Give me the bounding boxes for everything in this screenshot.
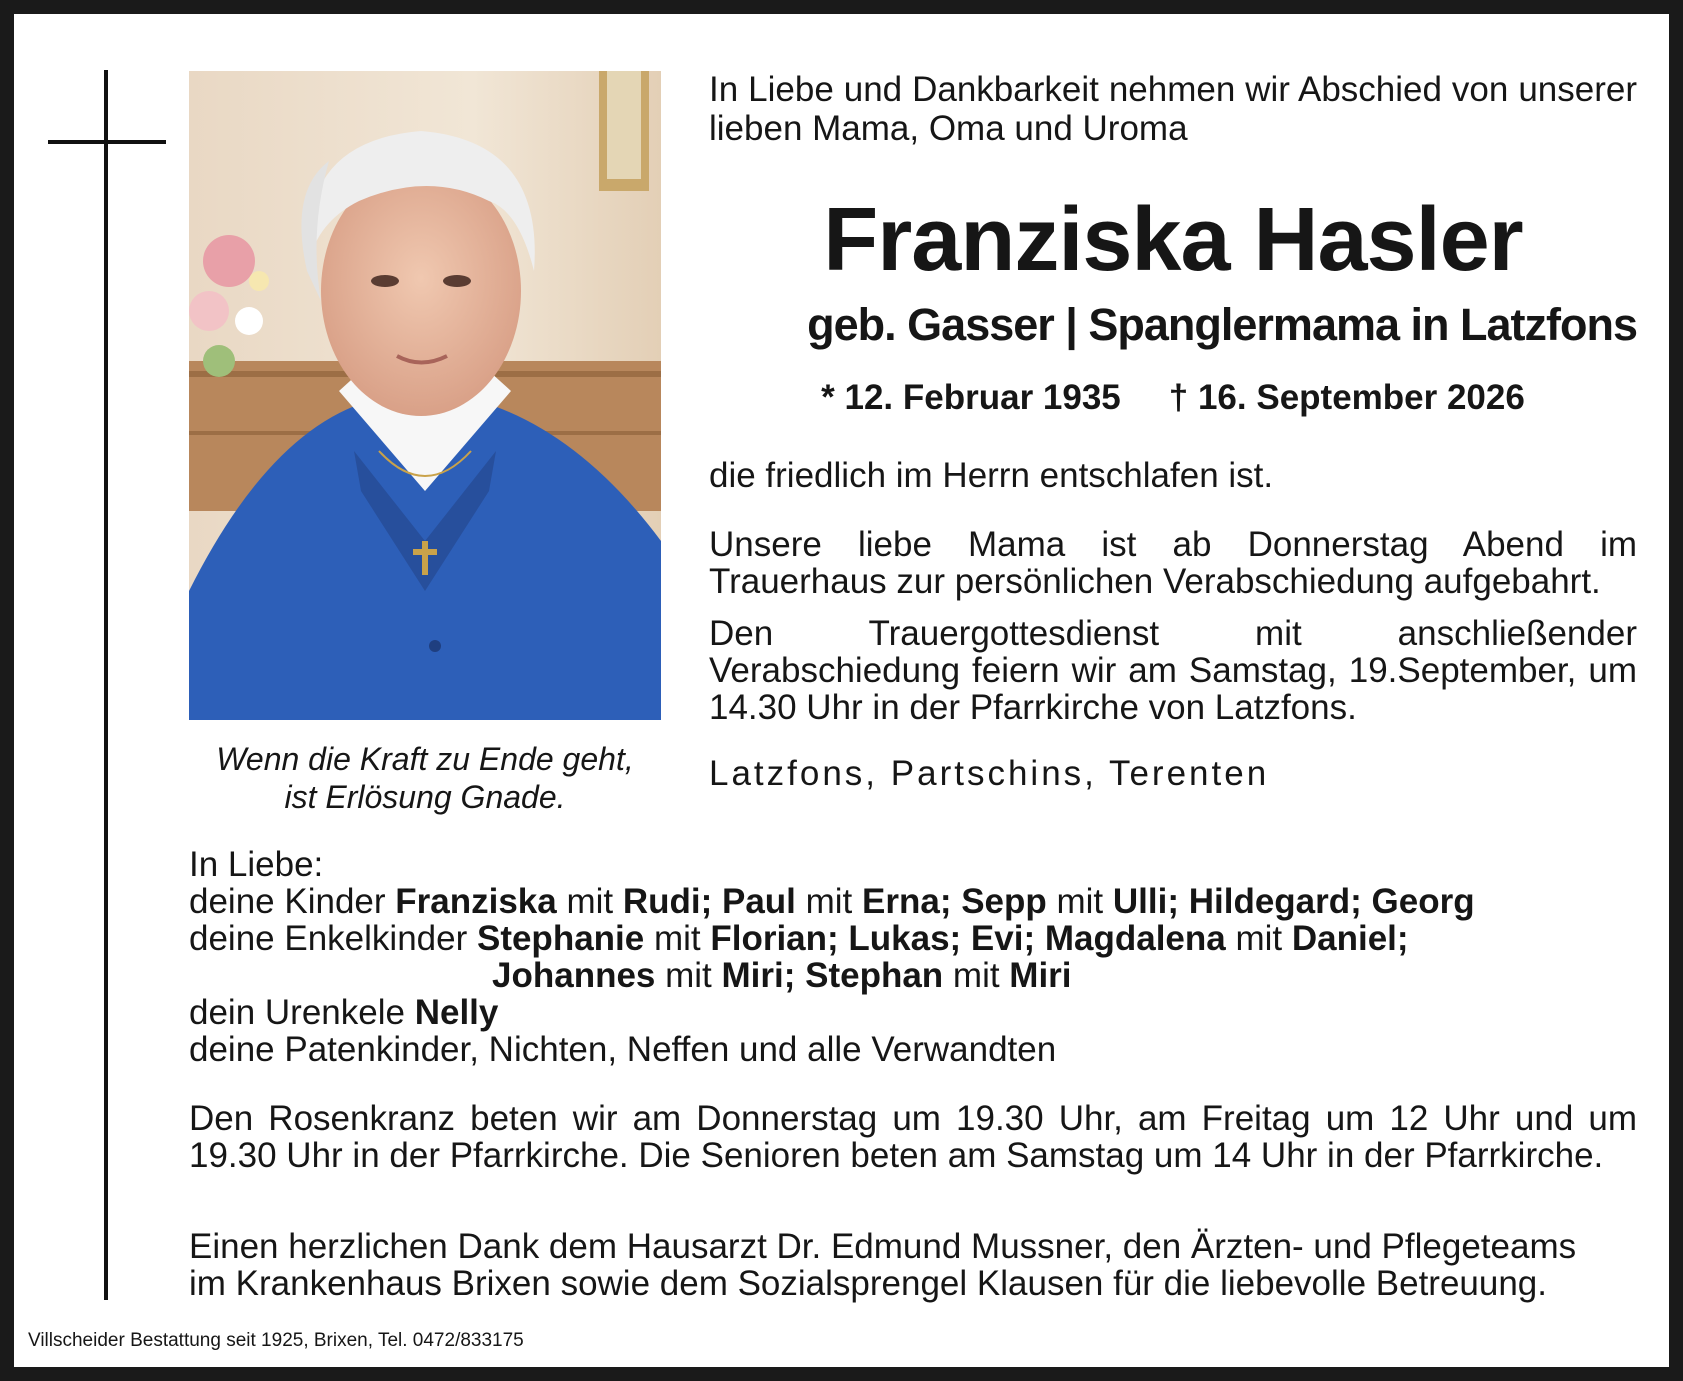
- great-grandchild-name: Nelly: [414, 993, 499, 1032]
- grandchild-name: Daniel;: [1291, 919, 1409, 958]
- funeral-home-footer: Villscheider Bestattung seit 1925, Brixen, Tel. 0472/833175: [28, 1330, 524, 1351]
- mourners-others: deine Patenkinder, Nichten, Neffen und alle Verwandten: [189, 1030, 1057, 1069]
- thanks-line-1: Einen herzlichen Dank dem Hausarzt Dr. Edmund Mussner, den Ärzten- und Pflegeteams: [189, 1227, 1577, 1266]
- connector: mit: [943, 956, 1010, 995]
- rosary-text: Den Rosenkranz beten wir am Donnerstag um 19.30 Uhr, am Freitag um 12 Uhr und um 19.30 Uhr in der Pfarrkirche. Die Senioren beten am Samstag um 14 Uhr in der Pfarrkirche.: [189, 1099, 1637, 1175]
- memorial-quote: [189, 740, 661, 816]
- quote-line-1: Wenn die Kraft zu Ende geht,: [216, 741, 634, 777]
- connector: mit: [1225, 919, 1292, 958]
- connector: mit: [1046, 882, 1113, 921]
- connector: mit: [644, 919, 711, 958]
- service-text: Den Trauergottesdienst mit anschließender Verabschiedung feiern wir am Samstag, 19.September, um 14.30 Uhr in der Pfarrkirche von Latzfons.: [709, 614, 1637, 727]
- mourners-grandchildren: [189, 920, 1639, 957]
- quote-line-2: ist Erlösung Gnade.: [284, 779, 566, 815]
- grandchild-name: Johannes: [492, 956, 656, 995]
- thanks-text: [189, 1228, 1637, 1302]
- life-dates: [709, 376, 1637, 420]
- connector: mit: [655, 956, 722, 995]
- portrait-photo: [189, 71, 661, 720]
- intro-text: In Liebe und Dankbarkeit nehmen wir Abschied von unserer lieben Mama, Oma und Uroma: [709, 70, 1637, 148]
- child-name: Rudi; Paul: [622, 882, 796, 921]
- grandchildren-label: deine Enkelkinder: [189, 919, 477, 958]
- wake-text: Unsere liebe Mama ist ab Donnerstag Abend im Trauerhaus zur persönlichen Verabschiedung aufgebahrt.: [709, 525, 1637, 601]
- deceased-name: Franziska Hasler: [823, 190, 1523, 290]
- deceased-subtitle: geb. Gasser | Spanglermama in Latzfons: [807, 299, 1637, 350]
- children-label: deine Kinder: [189, 882, 396, 921]
- child-name: Erna; Sepp: [862, 882, 1047, 921]
- connector: mit: [795, 882, 863, 921]
- grandchild-name: Miri; Stephan: [721, 956, 944, 995]
- cross-icon-horizontal: [48, 140, 166, 144]
- grandchild-name: Miri: [1009, 956, 1072, 995]
- death-date: † 16. September 2026: [1168, 378, 1525, 417]
- places-text: Latzfons, Partschins, Terenten: [709, 754, 1270, 793]
- mourners-grandchildren-continued: [189, 957, 1639, 994]
- passed-text: die friedlich im Herrn entschlafen ist.: [709, 456, 1274, 495]
- mourners-children: [189, 883, 1639, 920]
- great-grandchildren-label: dein Urenkele: [189, 993, 415, 1032]
- child-name: Franziska: [395, 882, 557, 921]
- connector: mit: [556, 882, 623, 921]
- grandchild-name: Stephanie: [476, 919, 645, 958]
- mourners-list: [189, 846, 1639, 1068]
- grandchild-name: Florian; Lukas; Evi; Magdalena: [710, 919, 1226, 958]
- mourners-heading: In Liebe:: [189, 845, 324, 884]
- child-name: Ulli; Hildegard; Georg: [1112, 882, 1475, 921]
- birth-date: * 12. Februar 1935: [821, 378, 1121, 417]
- mourners-great-grandchildren: [189, 994, 1639, 1031]
- thanks-line-2: im Krankenhaus Brixen sowie dem Sozialsprengel Klausen für die liebevolle Betreuung.: [189, 1264, 1547, 1303]
- cross-icon-vertical: [104, 70, 108, 1300]
